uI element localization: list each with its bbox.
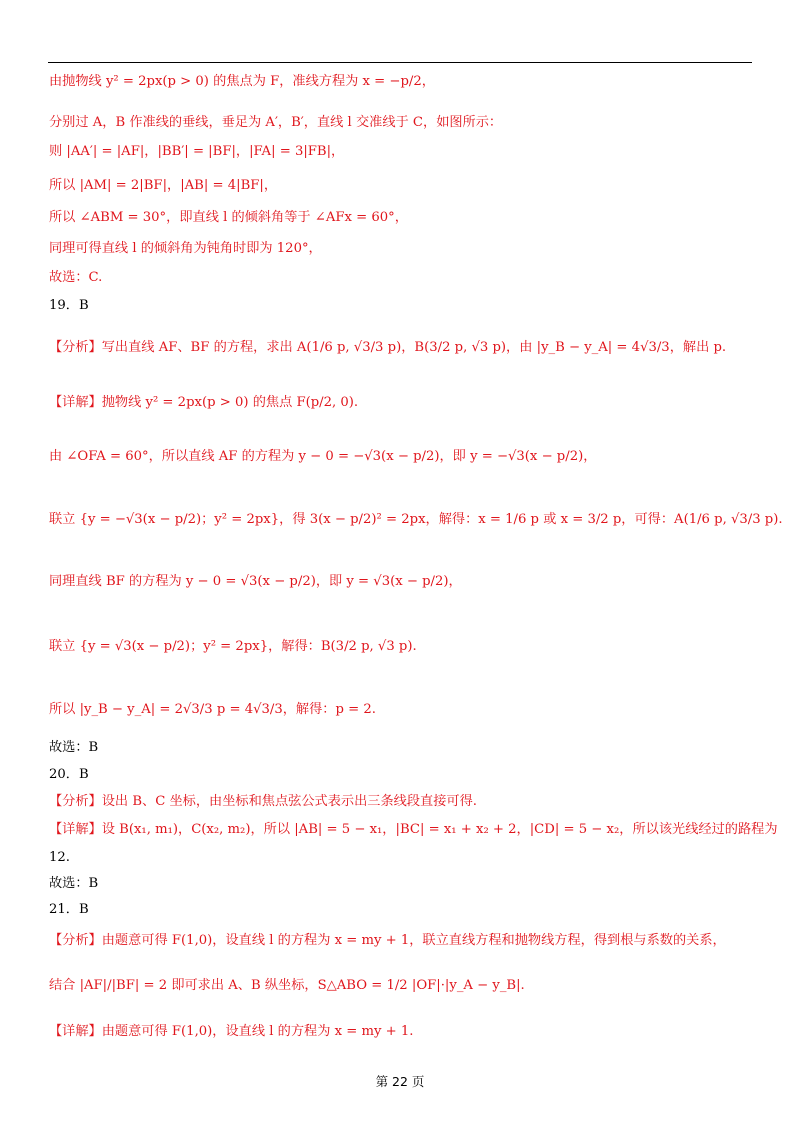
detail-line: 【详解】设 B(x₁, m₁)，C(x₂, m₂)，所以 |AB| = 5 − x₁，|BC| = x₁ + x₂ + 2，|CD| = 5 − x₂，所以该光线经过的路程为 xyxy=(49,822,778,837)
question-number: 20．B xyxy=(49,767,89,782)
answer-line: 故选：C. xyxy=(49,270,103,285)
question-number: 21．B xyxy=(49,902,89,917)
text-line: 联立 {y = −√3(x − p/2)；y² = 2px}，得 3(x − p/2)² = 2px，解得：x = 1/6 p 或 x = 3/2 p，可得：A(1/6 p, √3/3 p). xyxy=(49,512,783,527)
text-line: 所以 |AM| = 2|BF|，|AB| = 4|BF|， xyxy=(49,178,278,193)
header-rule xyxy=(48,62,752,63)
text-line: 同理可得直线 l 的倾斜角为钝角时即为 120°， xyxy=(49,241,322,256)
text-line: 同理直线 BF 的方程为 y − 0 = √3(x − p/2)，即 y = √3(x − p/2)， xyxy=(49,574,462,589)
analysis-line: 【分析】设出 B、C 坐标，由坐标和焦点弦公式表示出三条线段直接可得. xyxy=(49,794,477,809)
text-line: 分别过 A，B 作准线的垂线，垂足为 A′，B′，直线 l 交准线于 C，如图所示： xyxy=(49,115,503,130)
text-line: 由抛物线 y² = 2px(p > 0) 的焦点为 F，准线方程为 x = −p/2， xyxy=(49,74,435,89)
detail-line: 【详解】由题意可得 F(1,0)，设直线 l 的方程为 x = my + 1. xyxy=(49,1024,414,1039)
answer-line: 故选：B xyxy=(49,740,99,755)
text-line: 联立 {y = √3(x − p/2)；y² = 2px}，解得：B(3/2 p, √3 p). xyxy=(49,639,417,654)
text-line: 所以 |y_B − y_A| = 2√3/3 p = 4√3/3，解得：p = 2. xyxy=(49,702,376,717)
text-line: 由 ∠OFA = 60°，所以直线 AF 的方程为 y − 0 = −√3(x − p/2)，即 y = −√3(x − p/2)， xyxy=(49,449,597,464)
detail-line: 【详解】抛物线 y² = 2px(p > 0) 的焦点 F(p/2, 0). xyxy=(49,395,359,410)
question-number: 19．B xyxy=(49,298,89,313)
analysis-line: 【分析】由题意可得 F(1,0)，设直线 l 的方程为 x = my + 1，联立直线方程和抛物线方程，得到根与系数的关系， xyxy=(49,933,726,948)
text-line: 12. xyxy=(49,850,70,865)
text-line: 则 |AA′| = |AF|，|BB′| = |BF|，|FA| = 3|FB|， xyxy=(49,144,345,159)
text-line: 结合 |AF|/|BF| = 2 即可求出 A、B 纵坐标，S△ABO = 1/2 |OF|·|y_A − y_B|. xyxy=(49,978,525,993)
answer-line: 故选：B xyxy=(49,876,99,891)
page-number: 第 22 页 xyxy=(375,1074,425,1089)
analysis-line: 【分析】写出直线 AF、BF 的方程，求出 A(1/6 p, √3/3 p)，B(3/2 p, √3 p)，由 |y_B − y_A| = 4√3/3，解出 p. xyxy=(49,340,727,355)
text-line: 所以 ∠ABM = 30°，即直线 l 的倾斜角等于 ∠AFx = 60°， xyxy=(49,210,408,225)
